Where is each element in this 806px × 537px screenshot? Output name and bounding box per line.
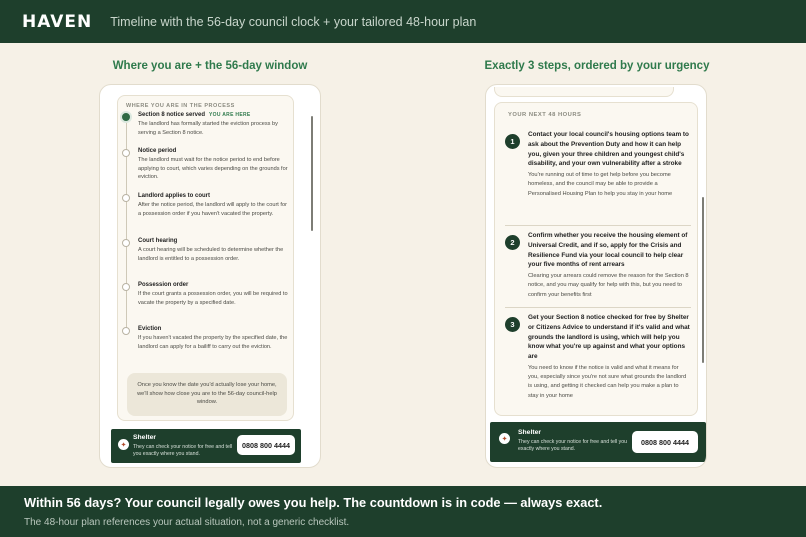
step-description: You're running out of time to get help before you become homeless, and the council may be able to provide a Personalised Housing Plan to help you stay in your home [528, 172, 673, 197]
timeline-scrollbar[interactable] [311, 116, 313, 231]
step-title: Contact your local council's housing options team to ask about the Prevention Duty and how it can help you, given your three children and youngest child's disability, and your own vulnerability after a stroke [528, 131, 689, 168]
council-window-info: Once you know the date you'd actually lose your home, we'll show how close you are to the 56-day council-help window. [127, 373, 287, 416]
step-number-badge: 3 [505, 317, 520, 332]
footer-subline: The 48-hour plan references your actual situation, not a generic checklist. [24, 517, 350, 528]
timeline-step-court-hearing[interactable] [122, 238, 294, 263]
timeline-step-desc: A court hearing will be scheduled to determine whether the landlord is entitled to a possession order. [138, 247, 284, 262]
timeline-step-title: Landlord applies to court [138, 193, 211, 199]
plan-step-2[interactable] [505, 231, 695, 300]
timeline-step-desc: The landlord has formally started the eviction process by serving a Section 8 notice. [138, 121, 278, 136]
step-description: Clearing your arrears could remove the reason for the Section 8 notice, and you may qualify for help with this, but you need to confirm your benefits first [528, 273, 689, 298]
timeline-phone-mockup [99, 84, 321, 468]
footer-headline: Within 56 days? Your council legally owes you help. The countdown is in code — always exact. [24, 495, 603, 510]
timeline-step-title: Notice period [138, 148, 177, 154]
timeline-step-title: Eviction [138, 326, 162, 332]
plan-step-1[interactable] [505, 130, 695, 199]
header-subtitle: Timeline with the 56-day council clock + your tailored 48-hour plan [110, 14, 477, 29]
timeline-step-desc: If you haven't vacated the property by the specified date, the landlord can apply for a bailiff to carry out the eviction. [138, 335, 288, 350]
shelter-logo-icon: ✦ [118, 439, 129, 450]
step-divider [505, 307, 691, 308]
timeline-step-title: Possession order [138, 282, 189, 288]
shelter-banner [490, 422, 706, 462]
next-48-hours-card [494, 102, 698, 416]
left-panel-title: Where you are + the 56-day window [112, 60, 308, 72]
plan-phone-mockup [485, 84, 707, 468]
step-dot [122, 149, 130, 157]
shelter-call-button[interactable]: 0808 800 4444 [237, 435, 295, 455]
top-bar [0, 0, 806, 43]
step-number-badge: 1 [505, 134, 520, 149]
step-dot [122, 239, 130, 247]
process-section-label: WHERE YOU ARE IN THE PROCESS [126, 103, 235, 109]
timeline-step-desc: After the notice period, the landlord will apply to the court for a possession order if you haven't vacated the property. [138, 202, 287, 217]
plan-step-3[interactable] [505, 313, 695, 401]
you-are-here-badge: YOU ARE HERE [209, 112, 251, 118]
step-description: You need to know if the notice is valid and what it means for you, especially since you're not sure what grounds the landlord is using, and getting it checked can help you make a plan to stay in your home [528, 364, 687, 399]
footer-banner [0, 486, 806, 537]
shelter-name: Shelter [133, 434, 157, 441]
shelter-banner [111, 429, 301, 463]
step-dot [122, 283, 130, 291]
shelter-description: They can check your notice for free and tell you exactly where you stand. [133, 444, 233, 457]
timeline-step-court-application[interactable] [122, 193, 294, 218]
step-number-badge: 2 [505, 235, 520, 250]
right-panel-title: Exactly 3 steps, ordered by your urgency [484, 60, 710, 72]
timeline-step-desc: The landlord must wait for the notice period to end before applying to court, which varies depending on the grounds for eviction. [138, 157, 288, 181]
previous-card-edge [494, 87, 674, 97]
timeline-step-title: Court hearing [138, 238, 178, 244]
step-title: Get your Section 8 notice checked for free by Shelter or Citizens Advice to understand if it's valid and what grounds the landlord is using, which will help you know what you're up against and what your options are [528, 314, 690, 361]
plan-scrollbar[interactable] [702, 197, 704, 363]
timeline-step-title: Section 8 notice served YOU ARE HERE [138, 112, 251, 118]
shelter-description: They can check your notice for free and tell you exactly where you stand. [518, 439, 627, 452]
process-card [117, 95, 294, 421]
haven-logo[interactable]: HAVEN [22, 11, 93, 32]
timeline-step-desc: If the court grants a possession order, you will be required to vacate the property by a specified date. [138, 291, 288, 306]
step-divider [505, 225, 691, 226]
shelter-name: Shelter [518, 429, 542, 436]
step-title: Confirm whether you receive the housing element of Universal Credit, and if so, apply for the Crisis and Resilience Fund via your local council to help clear your five months of rent arrears [528, 232, 688, 269]
timeline-step-notice-period[interactable] [122, 148, 294, 182]
step-dot [122, 194, 130, 202]
step-dot [122, 327, 130, 335]
shelter-logo-icon: ✦ [499, 433, 510, 444]
timeline-step-notice-served[interactable] [122, 112, 294, 137]
timeline-step-possession-order[interactable] [122, 282, 294, 307]
current-step-dot [122, 113, 130, 121]
shelter-call-button[interactable]: 0808 800 4444 [632, 431, 698, 453]
timeline-step-eviction[interactable] [122, 326, 294, 351]
steps-section-label: YOUR NEXT 48 HOURS [508, 112, 582, 118]
